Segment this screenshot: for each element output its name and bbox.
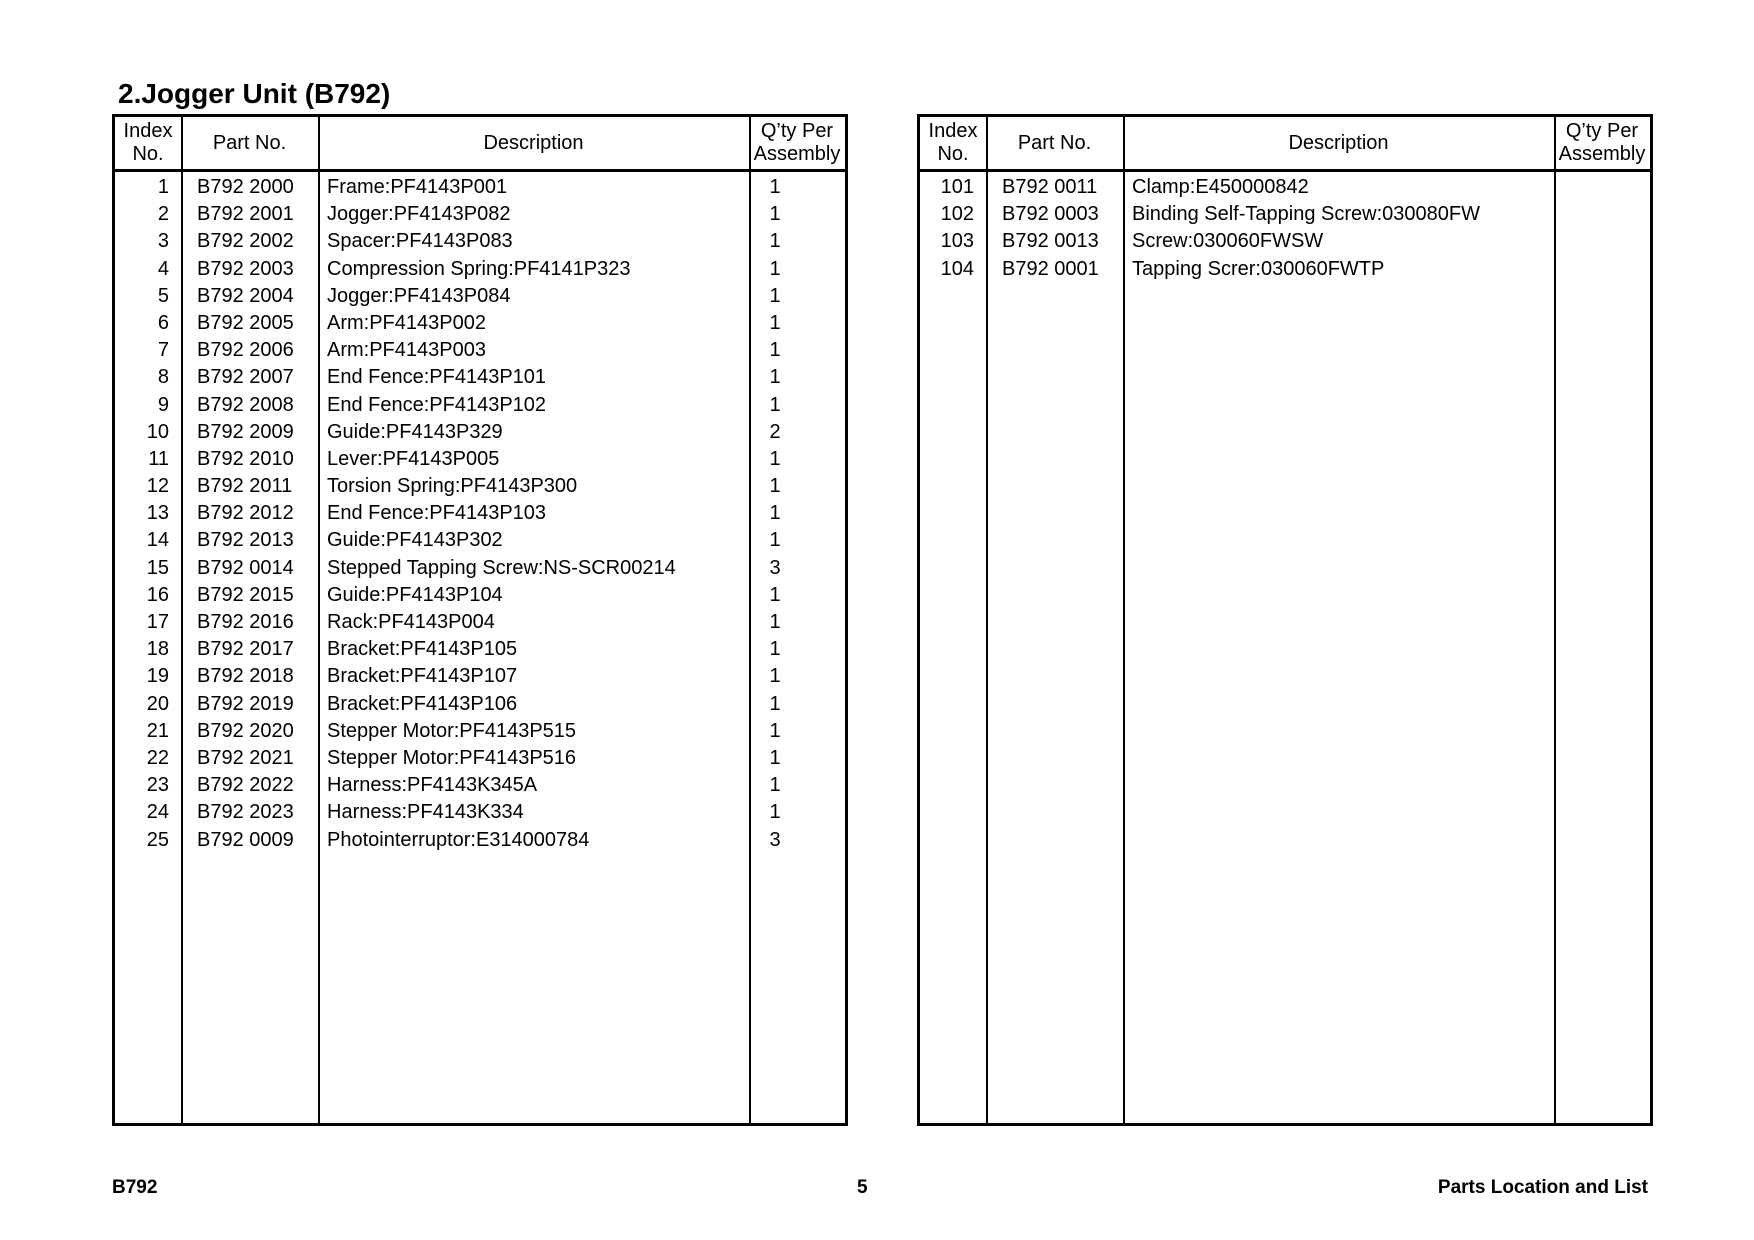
qty-cell: 1 [769,393,781,416]
index-cell: 19 [146,665,169,688]
qty-cell: 1 [769,257,781,280]
table-row [115,772,845,799]
index-cell: 8 [157,366,169,389]
description-cell: Bracket:PF4143P105 [327,638,518,661]
part-no-cell: B792 2004 [197,284,294,307]
index-cell: 1 [157,176,169,198]
index-cell: 11 [148,447,169,470]
table-row [115,745,845,772]
index-cell: 104 [940,257,974,280]
index-cell: 14 [146,529,169,552]
qty-cell: 1 [769,366,781,389]
table-row [115,201,845,228]
part-no-cell: B792 2011 [197,475,293,498]
part-no-cell: B792 2000 [197,176,294,198]
index-cell: 18 [146,638,169,661]
description-cell: Guide:PF4143P104 [327,583,503,606]
table-row [115,663,845,690]
description-cell: Frame:PF4143P001 [327,176,508,198]
header-qty: Q’ty Per Assembly [753,120,841,165]
header-part-no: Part No. [1017,131,1092,154]
header-description: Description [1288,131,1389,154]
footer-model: B792 [112,1177,158,1198]
part-no-cell: B792 2007 [197,366,294,389]
description-cell: Screw:030060FWSW [1132,230,1324,253]
index-cell: 23 [146,774,169,797]
part-no-cell: B792 0014 [197,556,294,579]
description-cell: Bracket:PF4143P106 [327,692,518,715]
index-cell: 17 [146,611,169,633]
part-no-cell: B792 2008 [197,393,294,416]
table-row [115,419,845,446]
description-cell: Rack:PF4143P004 [327,611,495,633]
index-cell: 13 [146,502,169,525]
description-cell: Stepped Tapping Screw:NS-SCR00214 [327,556,676,579]
index-cell: 22 [146,746,169,769]
description-cell: End Fence:PF4143P101 [327,366,547,389]
qty-cell: 1 [769,311,781,334]
table-row [115,310,845,337]
table-row [920,174,1650,201]
index-cell: 101 [940,176,974,198]
description-cell: Jogger:PF4143P084 [327,284,511,307]
index-cell: 21 [146,719,169,742]
part-no-cell: B792 0013 [1002,230,1099,253]
table-body [115,174,845,854]
qty-cell: 1 [769,230,781,253]
parts-table-left [112,114,848,1126]
part-no-cell: B792 2005 [197,311,294,334]
index-cell: 5 [157,284,169,307]
description-cell: Clamp:E450000842 [1132,176,1309,198]
index-cell: 3 [157,230,169,253]
part-no-cell: B792 2015 [197,583,294,606]
table-row [115,256,845,283]
table-row [115,636,845,663]
header-part-no: Part No. [212,131,287,154]
index-cell: 12 [146,475,169,498]
qty-cell: 1 [769,339,781,362]
table-row [115,527,845,554]
table-row [115,582,845,609]
part-no-cell: B792 2010 [197,447,294,470]
part-no-cell: B792 2016 [197,611,294,633]
table-row [115,283,845,310]
table-row [115,174,845,201]
description-cell: Binding Self-Tapping Screw:030080FW [1132,203,1480,226]
part-no-cell: B792 2001 [197,203,294,226]
description-cell: Stepper Motor:PF4143P515 [327,719,577,742]
qty-cell: 1 [769,746,781,769]
index-cell: 20 [146,692,169,715]
parts-table-right [917,114,1653,1126]
part-no-cell: B792 0009 [197,828,294,851]
table-row [115,337,845,364]
index-cell: 10 [146,420,169,443]
page-title: 2.Jogger Unit (B792) [118,78,391,109]
part-no-cell: B792 0001 [1002,257,1099,280]
table-header [920,117,1650,172]
table-header [115,117,845,172]
qty-cell: 1 [769,801,781,824]
qty-cell: 1 [769,502,781,525]
description-cell: Torsion Spring:PF4143P300 [327,475,578,498]
description-cell: Arm:PF4143P003 [327,339,486,362]
part-no-cell: B792 2003 [197,257,294,280]
part-no-cell: B792 2012 [197,502,294,525]
qty-cell: 1 [769,665,781,688]
description-cell: Guide:PF4143P302 [327,529,503,552]
qty-cell: 1 [769,529,781,552]
table-row [920,256,1650,283]
part-no-cell: B792 2013 [197,529,294,552]
qty-cell: 1 [769,284,781,307]
qty-cell: 1 [769,176,781,198]
footer-section-title: Parts Location and List [1437,1177,1648,1198]
qty-cell: 1 [769,638,781,661]
index-cell: 4 [157,257,169,280]
description-cell: Bracket:PF4143P107 [327,665,518,688]
header-index: Index No. [928,120,978,165]
part-no-cell: B792 2018 [197,665,294,688]
table-row [115,609,845,636]
table-row [115,500,845,527]
description-cell: Jogger:PF4143P082 [327,203,511,226]
index-cell: 6 [157,311,169,334]
table-row [115,718,845,745]
qty-cell: 1 [769,719,781,742]
header-index: Index No. [123,120,173,165]
part-no-cell: B792 0011 [1002,176,1098,198]
qty-cell: 1 [769,611,781,633]
qty-cell: 1 [769,774,781,797]
table-row [115,555,845,582]
part-no-cell: B792 2019 [197,692,294,715]
description-cell: Stepper Motor:PF4143P516 [327,746,577,769]
description-cell: End Fence:PF4143P103 [327,502,547,525]
header-description: Description [483,131,584,154]
index-cell: 15 [146,556,169,579]
index-cell: 2 [157,203,169,226]
qty-cell: 3 [769,556,781,579]
description-cell: Harness:PF4143K345A [327,774,538,797]
qty-cell: 2 [769,420,781,443]
table-row [920,228,1650,255]
table-row [115,799,845,826]
qty-cell: 3 [769,828,781,851]
table-row [920,201,1650,228]
description-cell: Photointerruptor:E314000784 [327,828,590,851]
part-no-cell: B792 2023 [197,801,294,824]
table-row [115,473,845,500]
index-cell: 24 [146,801,169,824]
table-row [115,364,845,391]
description-cell: Compression Spring:PF4141P323 [327,257,631,280]
part-no-cell: B792 2002 [197,230,294,253]
table-row [115,392,845,419]
part-no-cell: B792 2022 [197,774,294,797]
description-cell: Lever:PF4143P005 [327,447,500,470]
qty-cell: 1 [769,447,781,470]
part-no-cell: B792 2020 [197,719,294,742]
part-no-cell: B792 2009 [197,420,294,443]
description-cell: Tapping Screr:030060FWTP [1132,257,1385,280]
qty-cell: 1 [769,692,781,715]
table-row [115,827,845,854]
description-cell: Guide:PF4143P329 [327,420,503,443]
part-no-cell: B792 0003 [1002,203,1099,226]
qty-cell: 1 [769,203,781,226]
part-no-cell: B792 2017 [197,638,294,661]
table-row [115,228,845,255]
description-cell: Spacer:PF4143P083 [327,230,513,253]
table-body [920,174,1650,283]
description-cell: Arm:PF4143P002 [327,311,486,334]
description-cell: End Fence:PF4143P102 [327,393,547,416]
part-no-cell: B792 2021 [197,746,294,769]
description-cell: Harness:PF4143K334 [327,801,524,824]
index-cell: 102 [940,203,974,226]
qty-cell: 1 [769,475,781,498]
part-no-cell: B792 2006 [197,339,294,362]
index-cell: 16 [146,583,169,606]
index-cell: 9 [157,393,169,416]
qty-cell: 1 [769,583,781,606]
index-cell: 7 [157,339,169,362]
header-qty: Q’ty Per Assembly [1558,120,1646,165]
table-row [115,691,845,718]
table-row [115,446,845,473]
index-cell: 25 [146,828,169,851]
footer-page-number: 5 [857,1177,868,1198]
index-cell: 103 [940,230,974,253]
